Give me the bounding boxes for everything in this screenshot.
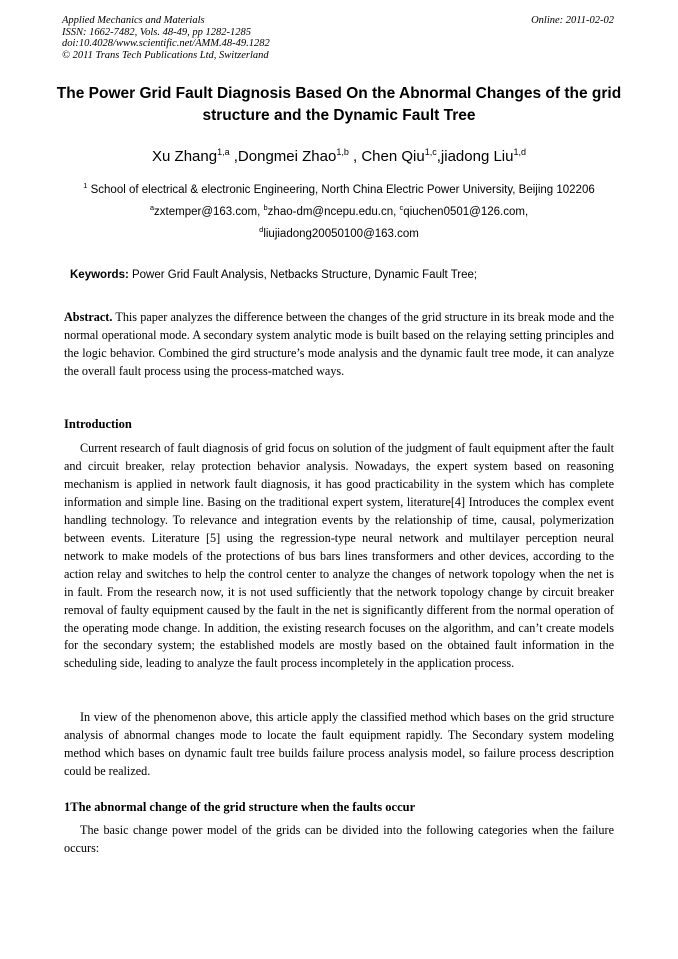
abstract-text: This paper analyzes the difference between the changes of the grid structure in its break mode and the normal operational mode. A secondary system analytic mode is built based on the relaying setting principles and the logic behavior. Combined the gird structure’s mode analysis and the dynamic fault tree mode, it can analyze the overall fault process using the process-matched ways. [64, 310, 614, 378]
issn-line: ISSN: 1662-7482, Vols. 48-49, pp 1282-1285 [62, 26, 251, 38]
author-affil-sup: 1,a [217, 147, 230, 157]
affiliation-block [62, 177, 616, 242]
abstract-label: Abstract. [64, 310, 113, 324]
author-list [40, 142, 638, 167]
author-separator: , [436, 148, 441, 165]
email-address[interactable]: liujiadong20050100@163.com [263, 227, 419, 240]
author-name: Xu Zhang [152, 148, 218, 165]
journal-header [62, 15, 270, 61]
email-address[interactable]: qiuchen0501@126.com, [403, 205, 529, 218]
introduction-heading: Introduction [64, 417, 132, 431]
doi-line[interactable]: doi:10.4028/www.scientific.net/AMM.48-49.1282 [62, 38, 270, 49]
section-1-heading: 1The abnormal change of the grid structure when the faults occur [64, 800, 416, 814]
keywords [70, 268, 620, 283]
author-name: Chen Qiu [361, 148, 425, 165]
email-sup: a [149, 202, 155, 212]
author-affil-sup: 1,d [513, 147, 526, 157]
introduction-paragraph-1: Current research of fault diagnosis of grid focus on solution of the judgment of fault equipment after the fault and circuit breaker, relay protection behavior analysis. Nowadays, the expert system based on reasoning mechanism is applied in network fault diagnosis, it has good practicability in the system which has complete information and simple line. Basing on the traditional expert system, literature[4] Introduces the complex event handling technology. To relevance and integration events by the relationship of time, causal, polymerization between events. Literature [5] using the regression-type neural network and multilayer perception neural network to make models of the protections of bus bars lines transformers and other devices, according to the action relay and switches to help the control center to analyze the changes of network topology when the net is in fault. From the research now, it is not used sufficiently that the network topology change by circuit breaker removal of faulty equipment caused by the fault in the net is significantly different from the normal operation of the operating mode change. In addition, the existing research focuses on the algorithm, and can’t create models for the secondary system; the established models are mostly based on the obtained fault information in the scheduling side, leading to analyze the fault process incompletely in the application process. [64, 441, 614, 671]
journal-name: Applied Mechanics and Materials [62, 15, 205, 26]
author-name: jiadong Liu [440, 148, 514, 165]
section-1-paragraph-1: The basic change power model of the grids can be divided into the following categories when the failure occurs: [64, 823, 614, 855]
keywords-text: Power Grid Fault Analysis, Netbacks Structure, Dynamic Fault Tree; [128, 269, 478, 281]
author-name: Dongmei Zhao [237, 148, 337, 165]
affiliation [62, 177, 616, 199]
email-list [62, 199, 616, 243]
author-affil-sup: 1,b [336, 147, 349, 157]
paper-title: The Power Grid Fault Diagnosis Based On the Abnormal Changes of the grid structure and the Dynamic Fault Tree [56, 85, 622, 124]
author-separator: , [229, 148, 238, 165]
email-sup: d [259, 224, 264, 234]
copyright-line: © 2011 Trans Tech Publications Ltd, Switzerland [62, 49, 269, 61]
abstract [64, 309, 614, 381]
email-address[interactable]: zxtemper@163.com, [154, 205, 264, 218]
author-affil-sup: 1,c [424, 147, 437, 157]
email-address[interactable]: zhao-dm@ncepu.edu.cn, [267, 205, 400, 218]
email-sup: c [399, 202, 404, 212]
online-date: Online: 2011-02-02 [531, 15, 614, 26]
author-separator: , [348, 148, 362, 165]
affiliation-text: School of electrical & electronic Engineering, North China Electric Power University, Beijing 102206 [87, 183, 595, 196]
keywords-label: Keywords: [70, 269, 129, 281]
introduction-paragraph-2: In view of the phenomenon above, this article apply the classified method which bases on the grid structure analysis of abnormal changes mode to locate the fault equipment rapidly. The Secondary system modeling method which bases on dynamic fault tree builds failure process analysis model, so failure process description could be realized. [64, 710, 614, 778]
affiliation-sup: 1 [83, 181, 88, 190]
email-sup: b [263, 202, 268, 212]
